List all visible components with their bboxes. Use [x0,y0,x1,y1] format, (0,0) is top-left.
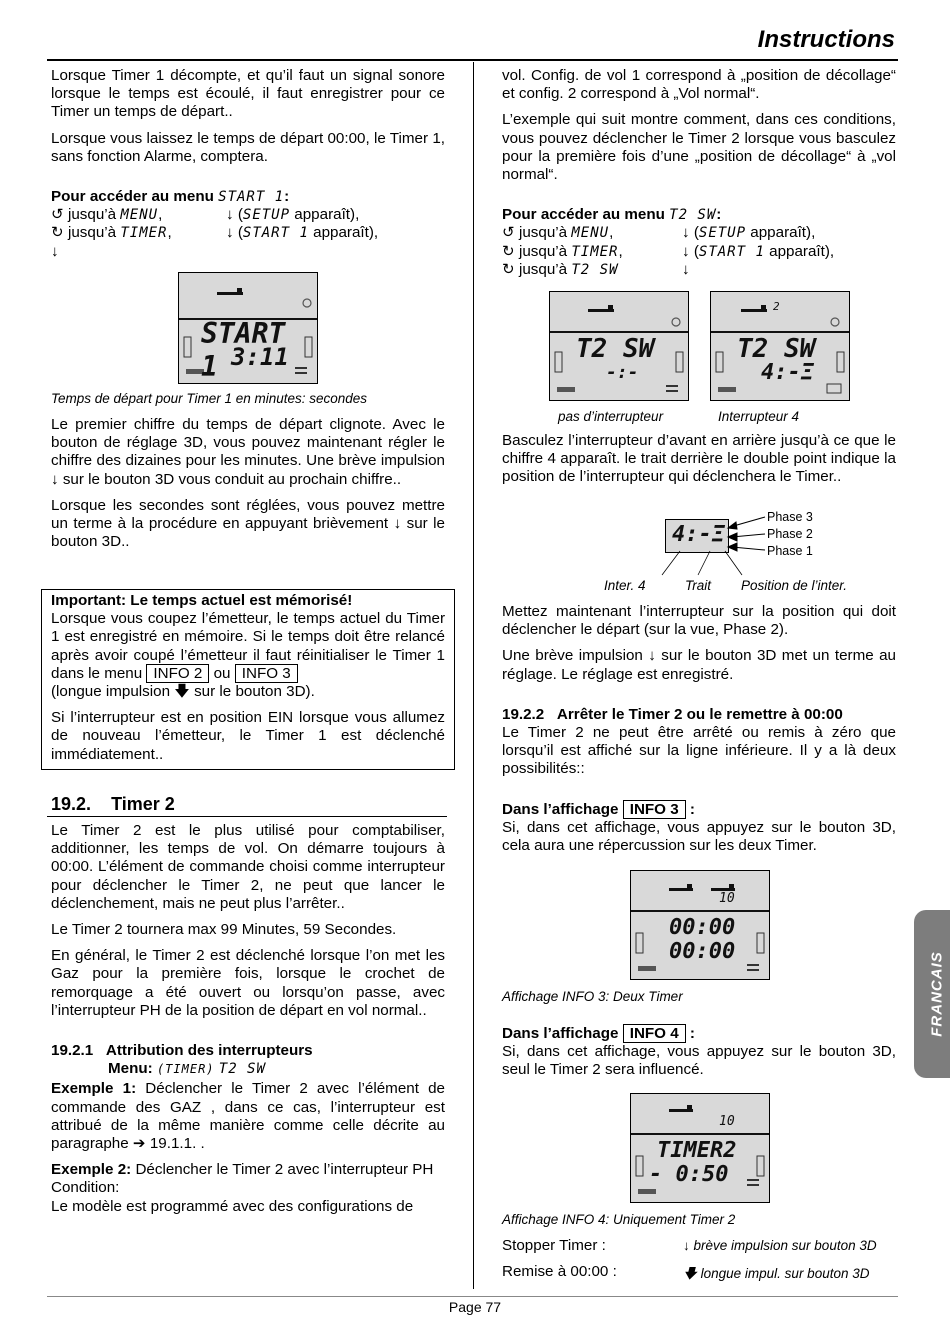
lcd-top-number: 10 [719,1114,735,1129]
lcd-line1: TIMER2 [657,1138,737,1163]
lcd-line1: START 1 [201,317,286,383]
step-row-2: ↻ jusqu’à TIMER, ↓ (START 1 apparaît), [51,224,379,242]
column-separator [473,62,474,1289]
important-title: Important: Le temps actuel est mémorisé! [51,592,353,609]
arrow-down-icon: ↓ [682,242,690,260]
right-paragraph-1: vol. Config. de vol 1 correspond à „position de décollage“ et config. 2 correspond à „Vol normal“. [502,67,896,103]
lcd-line2: 00:00 [669,939,736,964]
caption-lcd-d: Affichage INFO 4: Uniquement Timer 2 [502,1212,736,1227]
caption-lcd1: Temps de départ pour Timer 1 en minutes: secondes [51,391,368,406]
lcd-top-number: 10 [719,891,735,906]
right-paragraph-4: Mettez maintenant l’interrupteur sur la position qui doit déclencher le départ (sur la vue, Phase 2). [502,603,896,639]
left-paragraph-7: En général, le Timer 2 est déclenché lorsque l’on met les Gaz pour la première fois, lorsque le crochet de remorquage a été ouvert ou lorsqu’on passe, avec l’interrupteur PH de la position de départ en vol normal.. [51,947,445,1019]
section-heading: 19.2. Timer 2 [51,794,175,814]
rotate-left-icon: ↺ [51,206,64,224]
access-menu-name: START 1 [218,189,285,206]
page-number: Page 77 [448,1299,502,1315]
reset-label: Remise à 00:00 : [502,1263,617,1280]
step-row-r1: ↺ jusqu’à MENU, ↓ (SETUP apparaît), [502,224,816,242]
access-label: Pour accéder au menu [51,188,214,206]
right-column-3 [502,603,896,863]
right-paragraph-2: L’exemple qui suit montre comment, dans ces conditions, vous pouvez déclencher le Timer 2 lorsque vous basculez pour la première fois d’une „position de décollage“ à „vol normal“. [502,111,896,184]
important-text-a: Lorsque vous coupez l’émetteur, le temps actuel du Timer 1 est enregistré en mémoire. Si le temps doit être relancé après avoir coupé l’émetteur il faut réinitialiser le Timer 1 dans le menu INFO 2 ou INFO 3 [51,610,445,682]
lcd-display-start1 [178,272,318,384]
step-row-3 [51,243,445,261]
left-paragraph-1: Lorsque Timer 1 décompte, et qu’il faut un signal sonore lorsque le temps est écoulé, il faut enregistrer pour ce Timer un temps de départ.. [51,67,445,121]
phase2-label: Phase 2 [767,527,813,541]
page-title: Instructions [757,26,895,53]
phase3-label: Phase 3 [767,510,813,524]
arrow-down-icon: ↓ [51,242,59,260]
left-column-2 [51,416,445,559]
lcd-line1: T2 SW [737,334,816,364]
rotate-right-icon: ↻ [502,242,515,260]
info4-heading: Dans l’affichage INFO 4 : [502,1025,695,1042]
right-column-2 [502,432,896,495]
language-tab [914,910,950,1078]
left-paragraph-2: Lorsque vous laissez le temps de départ 00:00, le Timer 1, sans fonction Alarme, comptera. [51,129,445,165]
left-paragraph-6: Le Timer 2 tournera max 99 Minutes, 59 Secondes. [51,921,397,939]
lcd-line1: T2 SW [576,334,655,364]
header-rule [47,59,898,61]
example-2-b: Le modèle est programmé avec des configurations de [51,1197,414,1215]
access-menu-line-right: Pour accéder au menu T2 SW: [502,206,722,224]
reset-value: 🡇 longue impul. sur bouton 3D [683,1266,870,1281]
lcd-line2: 3:11 [231,343,289,371]
lcd-display-t2sw-switch4 [710,291,850,401]
lcd-line2: 4:-Ξ [761,360,814,385]
left-column-3 [51,822,445,1216]
arrow-down-icon: ↓ [226,224,234,242]
step-row-1: ↺ jusqu’à MENU, ↓ (SETUP apparaît), [51,206,360,224]
arrow-down-icon: ↓ [226,206,234,224]
left-paragraph-5: Le Timer 2 est le plus utilisé pour comptabiliser, additionner, les temps de vol. On démarre toujours à 00:00. L’élément de commande choisi comme interrupteur pour déclencher le Timer 2, ne peut que lancer le déclenchement, mais ne peut plus l’arrêter.. [51,822,445,912]
inter-label: Inter. 4 [604,578,646,593]
subsection-menu: Menu: (TIMER) T2 SW [108,1060,266,1078]
trait-label: Trait [685,578,711,593]
right-paragraph-3: Basculez l’interrupteur d’avant en arrière jusqu’à ce que le chiffre 4 apparaît. le trait derrière le double point indique la position de l’interrupteur qui déclenchera le Timer.. [502,432,896,486]
right-paragraph-5: Une brève impulsion ↓ sur le bouton 3D met un terme au réglage. Le réglage est enregistré. [502,647,896,683]
phase1-label: Phase 1 [767,544,813,558]
lcd-line1: 00:00 [669,915,736,940]
lcd-line2: -:- [606,362,639,383]
arrow-down-icon: ↓ [682,224,690,242]
rotate-left-icon: ↺ [502,224,515,242]
info3-heading: Dans l’affichage INFO 3 : [502,800,695,818]
rotate-right-icon: ↻ [502,260,515,278]
info4-box: INFO 4 [623,1024,686,1043]
right-paragraph-6: Le Timer 2 ne peut être arrêté ou remis à zéro que lorsqu’il est affiché sur la ligne inférieure. Il y a là deux possibilités:: [502,724,896,778]
example-1: Exemple 1: Déclencher le Timer 2 avec l’élément de commande des GAZ , dans ce cas, l’interrupteur est attribué de la même manière comme celle décrite au paragraphe ➔ 19.1.1. . [51,1080,445,1153]
caption-lcd-a: pas d’interrupteur [558,409,664,424]
section-rule [47,816,447,817]
left-paragraph-3: Le premier chiffre du temps de départ clignote. Avec le bouton de réglage 3D, vous pouvez maintenant régler le chiffre des dizaines pour les minutes. Une brève impulsion ↓ sur le bouton 3D vous conduit au prochain chiffre.. [51,416,445,488]
condition-label: Condition: [51,1179,120,1197]
subsection-19-2-2: 19.2.2 Arrêter le Timer 2 ou le remettre à 00:00 [502,705,843,723]
subsection-19-2-1: 19.2.1 Attribution des interrupteurs [51,1042,313,1060]
lcd-display-info3 [630,870,770,980]
info2-label: INFO 2 [146,664,209,683]
info4-text: Si, dans cet affichage, vous appuyez sur le bouton 3D, seul le Timer 2 sera influencé. [502,1043,896,1079]
arrow-down-icon: ↓ [682,260,690,278]
rotate-right-icon: ↻ [51,224,64,242]
important-text-b: (longue impulsion 🡇 sur le bouton 3D). [51,683,315,701]
language-tab-label: FRANCAIS [928,951,946,1037]
important-text-c: Si l’interrupteur est en position EIN lorsque vous allumez de nouveau l’émetteur, le Timer 1 est déclenché immédiatement.. [51,709,445,763]
position-label: Position de l’inter. [741,578,848,593]
lcd-display-t2sw-none [549,291,689,401]
lcd-line2: - 0:50 [649,1162,729,1187]
lcd-top-number: 2 [773,300,780,313]
left-paragraph-4: Lorsque les secondes sont réglées, vous pouvez mettre un terme à la procédure en appuyant brièvement ↓ sur le bouton 3D.. [51,496,445,551]
access-menu-line: Pour accéder au menu START 1: [51,188,290,206]
switch-diagram-text: 4:-Ξ [672,522,725,547]
step-row-r3: ↻ jusqu’à T2 SW ↓ [502,260,690,278]
left-column [51,67,445,261]
stop-value: ↓ brève impulsion sur bouton 3D [683,1238,877,1253]
info3-label: INFO 3 [235,664,298,683]
right-column [502,67,896,279]
info3-box: INFO 3 [623,800,686,819]
caption-lcd-b: Interrupteur 4 [718,409,800,424]
info3-text: Si, dans cet affichage, vous appuyez sur le bouton 3D, cela aura une répercussion sur les deux Timer. [502,818,896,855]
footer-rule [47,1296,898,1297]
caption-lcd-c: Affichage INFO 3: Deux Timer [502,989,683,1004]
step-row-r2: ↻ jusqu’à TIMER, ↓ (START 1 apparaît), [502,242,835,260]
important-content [51,592,445,772]
example-2: Exemple 2: Déclencher le Timer 2 avec l’interrupteur PH [51,1161,434,1179]
lcd-display-info4 [630,1093,770,1203]
right-column-4 [502,1025,896,1088]
stop-label: Stopper Timer : [502,1237,606,1254]
